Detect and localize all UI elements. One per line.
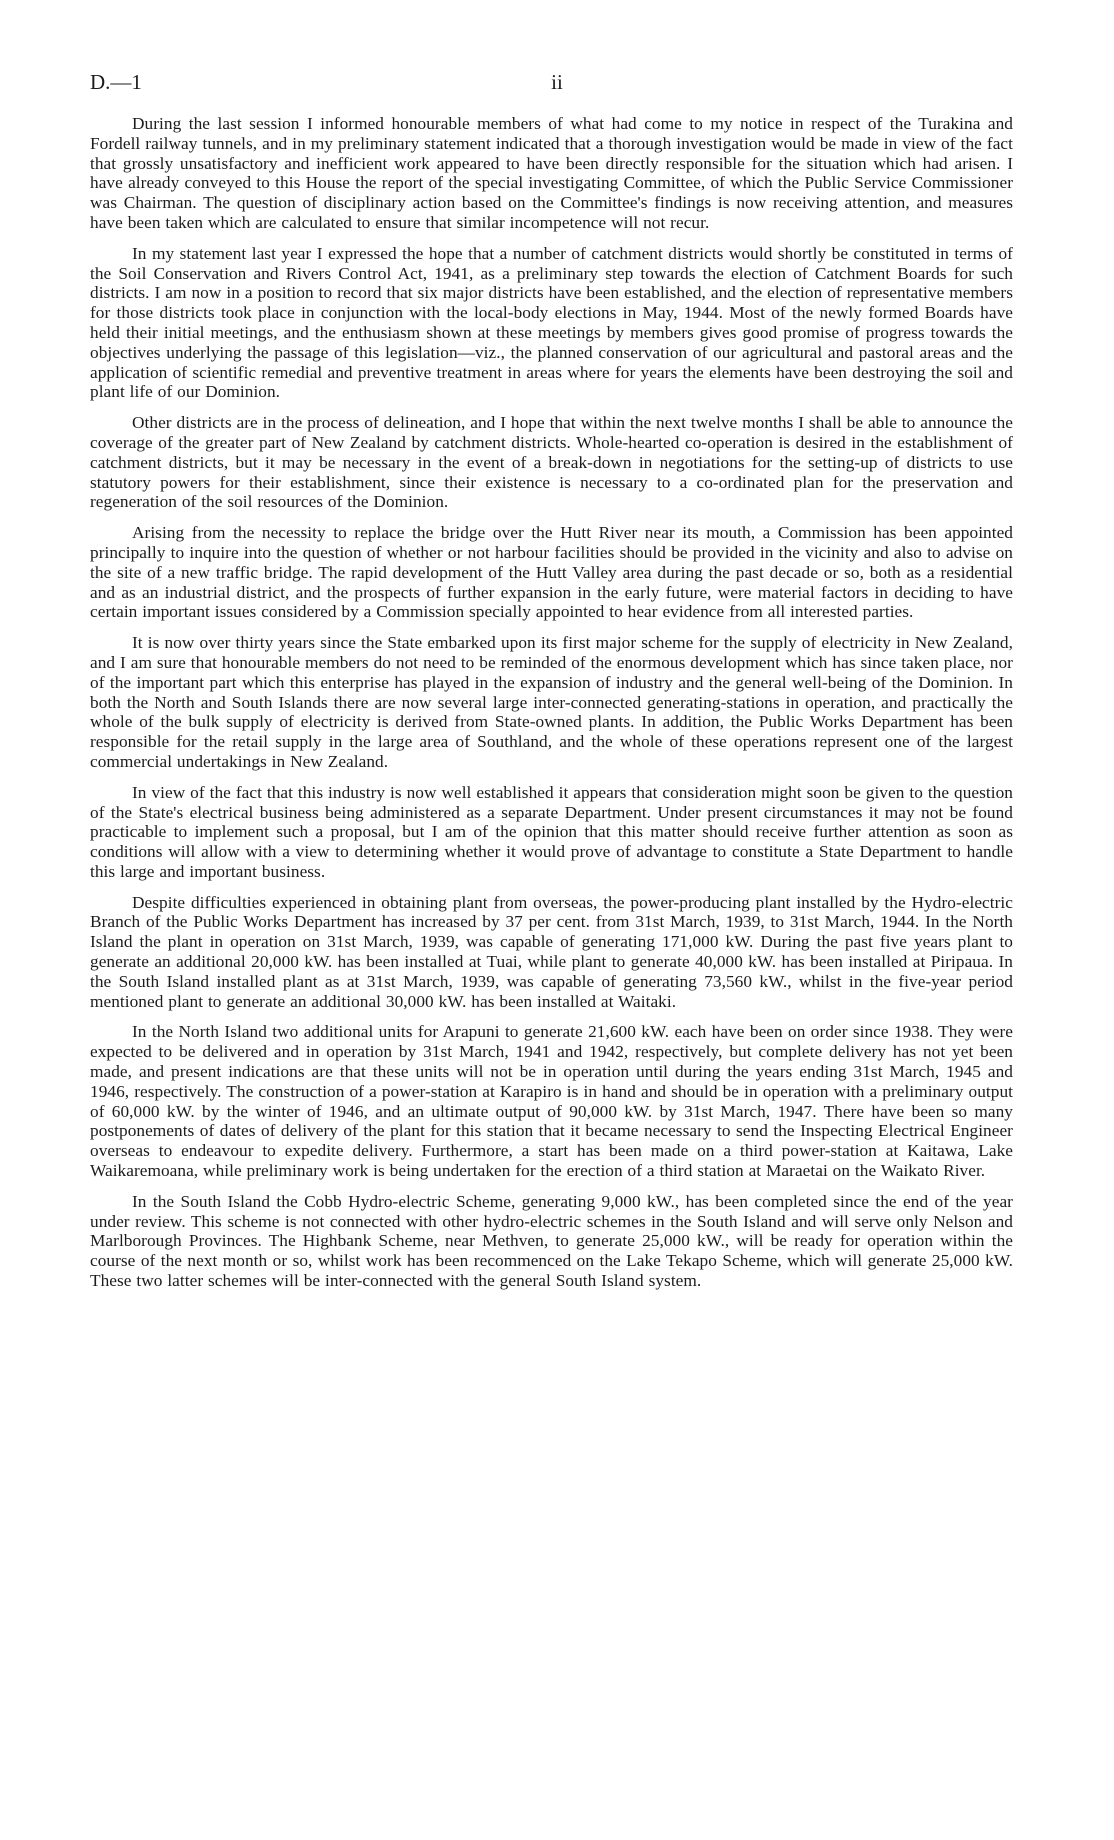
paragraph-electricity-supply: It is now over thirty years since the State embarked upon its first major scheme for the supply of electricity in New Zealand, and I am sure that honourable members do not need to be reminded of the enormous development which has since taken place, nor of the important part which this enterprise has played in the expansion of industry and the general well-being of the Dominion. In both the North and South Islands there are now several large inter-connected generating-stations in operation, and practically the whole of the bulk supply of electricity is derived from State-owned plants. In addition, the Public Works Department has been responsible for the retail supply in the large area of Southland, and the whole of these operations represent one of the largest commercial undertakings in New Zealand.: [90, 633, 1013, 771]
paragraph-catchment-districts: In my statement last year I expressed the hope that a number of catchment districts would shortly be constituted in terms of the Soil Conservation and Rivers Control Act, 1941, as a preliminary step towards the election of Catchment Boards for such districts. I am now in a position to record that six major districts have been established, and the election of representative members for those districts took place in conjunction with the local-body elections in May, 1944. Most of the newly formed Boards have held their initial meetings, and the enthusiasm shown at these meetings by members gives good promise of progress towards the objectives underlying the passage of this legislation—viz., the planned conservation of our agricultural and pastoral areas and the application of scientific remedial and preventive treatment in areas where for years the elements have been destroying the soil and plant life of our Dominion.: [90, 243, 1013, 402]
paragraph-south-island-schemes: In the South Island the Cobb Hydro-electric Scheme, generating 9,000 kW., has been completed since the end of the year under review. This scheme is not connected with other hydro-electric schemes in the South Island and will serve only Nelson and Marlborough Provinces. The Highbank Scheme, near Methven, to generate 25,000 kW., will be ready for operation within the course of the next month or so, whilst work has been recommenced on the Lake Tekapo Scheme, which will generate 25,000 kW. These two latter schemes will be inter-connected with the general South Island system.: [90, 1191, 1013, 1291]
page-number: ii: [551, 70, 563, 94]
body-text: [90, 114, 1013, 1302]
paragraph-electrical-department: In view of the fact that this industry is now well established it appears that consideration might soon be given to the question of the State's electrical business being administered as a separate Department. Under present circumstances it may not be found practicable to implement such a proposal, but I am of the opinion that this matter should receive further attention as soon as conditions will allow with a view to determining whether it would prove of advantage to constitute a State Department to handle this large and important business.: [90, 782, 1013, 881]
page-header: [90, 70, 1024, 100]
paragraph-plant-installed: Despite difficulties experienced in obtaining plant from overseas, the power-producing plant installed by the Hydro-electric Branch of the Public Works Department has increased by 37 per cent. from 31st March, 1939, to 31st March, 1944. In the North Island the plant in operation on 31st March, 1939, was capable of generating 171,000 kW. During the past five years plant to generate an additional 20,000 kW. has been installed at Tuai, while plant to generate 40,000 kW. has been installed at Piripaua. In the South Island installed plant as at 31st March, 1939, was capable of generating 73,560 kW., whilst in the five-year period mentioned plant to generate an additional 30,000 kW. has been installed at Waitaki.: [90, 892, 1013, 1011]
document-code: D.—1: [90, 70, 142, 94]
paragraph-district-delineation: Other districts are in the process of delineation, and I hope that within the next twelve months I shall be able to announce the coverage of the greater part of New Zealand by catchment districts. Whole-hearted co-operation is desired in the establishment of catchment districts, but it may be necessary in the event of a break-down in negotiations for the setting-up of districts to use statutory powers for their establishment, since their existence is necessary to a co-ordinated plan for the preservation and regeneration of the soil resources of the Dominion.: [90, 413, 1013, 512]
paragraph-north-island-stations: In the North Island two additional units for Arapuni to generate 21,600 kW. each have been on order since 1938. They were expected to be delivered and in operation by 31st March, 1941 and 1942, respectively, but complete delivery has not yet been made, and present indications are that these units will not be in operation until during the years ending 31st March, 1945 and 1946, respectively. The construction of a power-station at Karapiro is in hand and should be in operation with a preliminary output of 60,000 kW. by the winter of 1946, and an ultimate output of 90,000 kW. by 31st March, 1947. There have been so many postponements of dates of delivery of the plant for this station that it became necessary to send the Inspecting Electrical Engineer overseas to endeavour to expedite delivery. Furthermore, a start has been made on a third power-station at Kaitawa, Lake Waikaremoana, while preliminary work is being undertaken for the erection of a third station at Maraetai on the Waikato River.: [90, 1022, 1013, 1181]
paragraph-railway-tunnels: During the last session I informed honourable members of what had come to my notice in respect of the Turakina and Fordell railway tunnels, and in my preliminary statement indicated that a thorough investigation would be made in view of the fact that grossly unsatisfactory and inefficient work appeared to have been directly responsible for the situation which had arisen. I have already conveyed to this House the report of the special investigating Committee, of which the Public Service Commissioner was Chairman. The question of disciplinary action based on the Committee's findings is now receiving attention, and measures have been taken which are calculated to ensure that similar incompetence will not recur.: [90, 114, 1013, 232]
paragraph-hutt-river-commission: Arising from the necessity to replace the bridge over the Hutt River near its mouth, a Commission has been appointed principally to inquire into the question of whether or not harbour facilities should be provided in the vicinity and also to advise on the site of a new traffic bridge. The rapid development of the Hutt Valley area during the past decade or so, both as a residential and as an industrial district, and the prospects of further expansion in the early future, were material factors in deciding to have certain important issues considered by a Commission specially appointed to hear evidence from all interested parties.: [90, 523, 1013, 622]
